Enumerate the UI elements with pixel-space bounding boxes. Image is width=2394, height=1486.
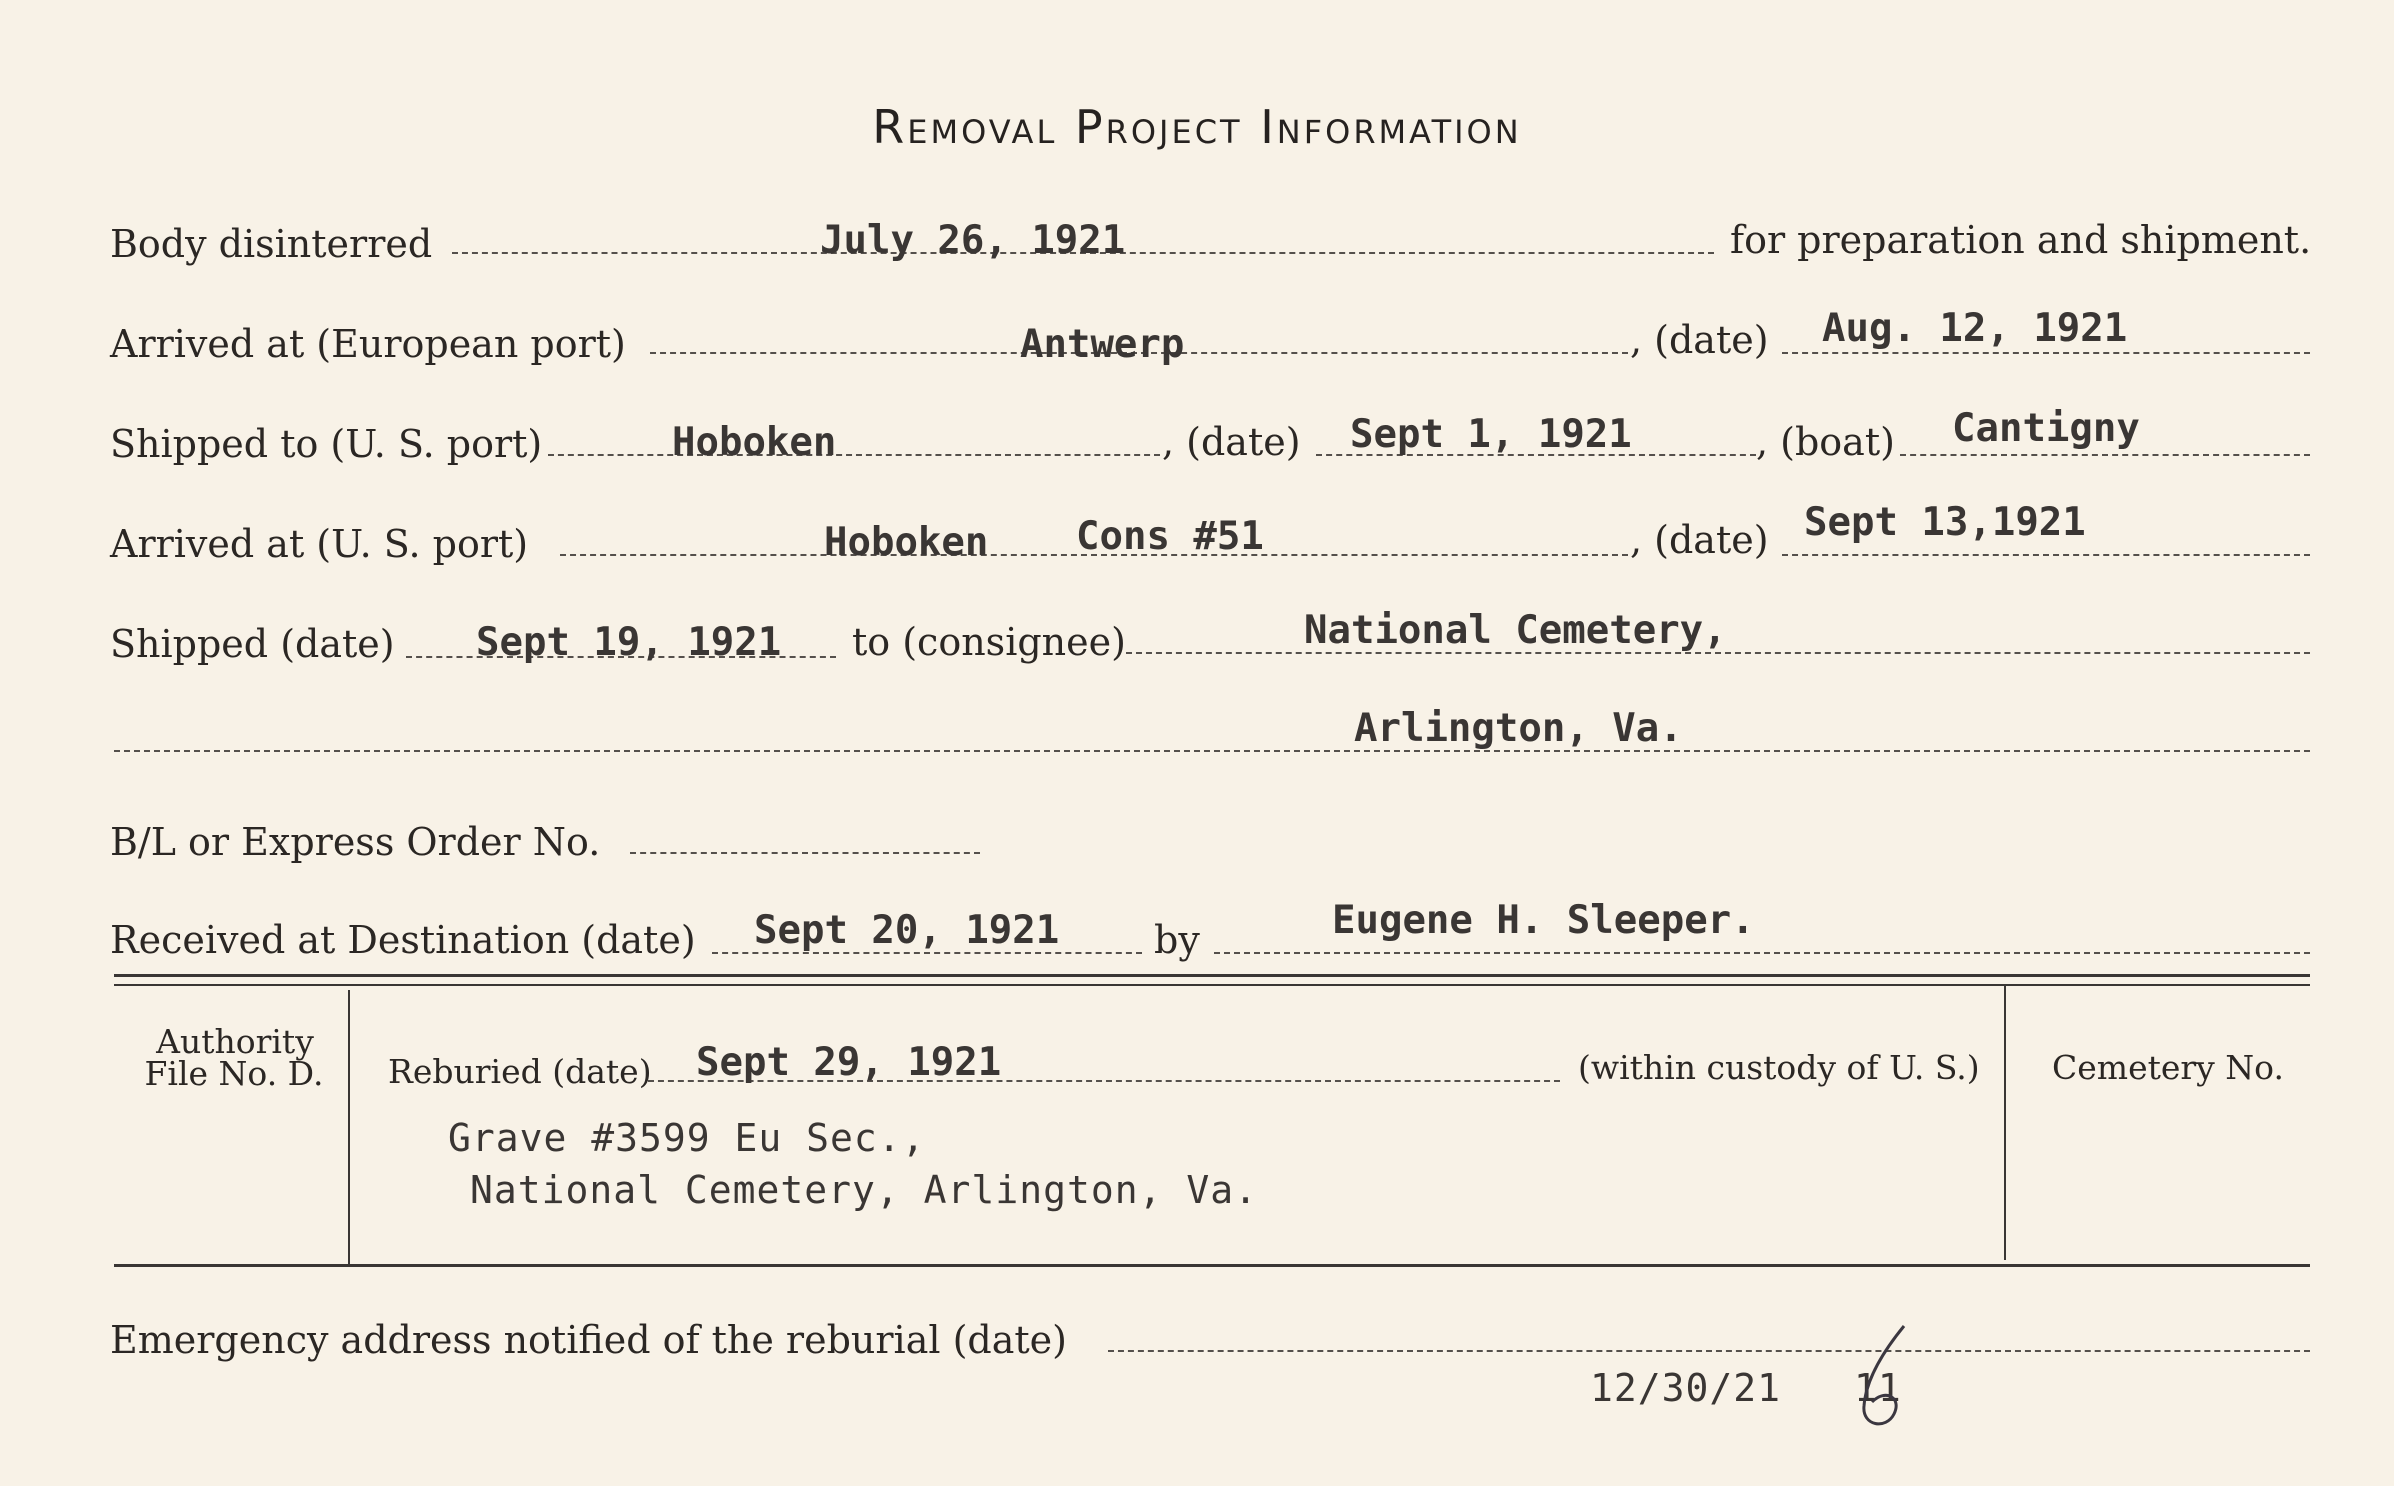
authority-label-1: Authority: [156, 1022, 314, 1061]
consignee-line1: National Cemetery,: [1304, 608, 1727, 653]
arrived-us-label: Arrived at (U. S. port): [110, 522, 529, 566]
arrived-us-date-label: , (date): [1630, 518, 1769, 562]
boat-label: , (boat): [1756, 420, 1895, 464]
cemetery-no-label: Cemetery No.: [2052, 1048, 2284, 1087]
arrived-eu-label: Arrived at (European port): [110, 322, 626, 366]
disinterred-date: July 26, 1921: [820, 218, 1126, 263]
arrived-us-cons: Cons #51: [1076, 514, 1264, 559]
emergency-initials: 11: [1854, 1366, 1902, 1410]
page-title: Removal Project Information: [872, 100, 1522, 154]
box-top-rule: [114, 974, 2310, 977]
disinterred-suffix: for preparation and shipment.: [1730, 218, 2312, 262]
arrived-eu-date: Aug. 12, 1921: [1822, 306, 2128, 351]
arrived-eu-date-label: , (date): [1630, 318, 1769, 362]
arrived-eu-date-line: [1782, 352, 2310, 354]
reburied-date: Sept 29, 1921: [696, 1040, 1002, 1085]
box-divider-left: [348, 990, 350, 1264]
reburied-label: Reburied (date): [388, 1052, 652, 1091]
shipped-us-port: Hoboken: [672, 420, 837, 465]
emergency-line: [1108, 1350, 2310, 1352]
custody-label: (within custody of U. S.): [1578, 1048, 1980, 1087]
bl-label: B/L or Express Order No.: [110, 820, 601, 864]
received-by-label: by: [1154, 918, 1200, 962]
emergency-date: 12/30/21: [1590, 1366, 1782, 1410]
shipped-date-label: Shipped (date): [110, 622, 395, 666]
received-by: Eugene H. Sleeper.: [1332, 898, 1755, 943]
shipped-us-port-line: [548, 454, 1160, 456]
shipped-us-date: Sept 1, 1921: [1350, 412, 1632, 457]
shipped-us-date-label: , (date): [1162, 420, 1301, 464]
grave-line-2: National Cemetery, Arlington, Va.: [470, 1168, 1258, 1212]
shipped-us-label: Shipped to (U. S. port): [110, 422, 543, 466]
arrived-us-port: Hoboken: [824, 520, 989, 565]
handwritten-mark-icon: [1846, 1318, 1926, 1438]
emergency-label: Emergency address notified of the reburial (date): [110, 1318, 1067, 1362]
consignee-line-2: [114, 750, 2310, 752]
received-date: Sept 20, 1921: [754, 908, 1060, 953]
arrived-eu-port: Antwerp: [1020, 322, 1185, 367]
boat-name: Cantigny: [1952, 406, 2140, 451]
box-bottom-rule: [114, 1264, 2310, 1267]
received-label: Received at Destination (date): [110, 918, 696, 962]
received-by-line: [1214, 952, 2310, 954]
box-top-rule-2: [114, 984, 2310, 986]
consignee-label: to (consignee): [852, 620, 1126, 664]
consignee-line2: Arlington, Va.: [1354, 706, 1683, 751]
disinterred-label: Body disinterred: [110, 222, 433, 266]
boat-line: [1900, 454, 2310, 456]
bl-line: [630, 852, 980, 854]
box-divider-right: [2004, 986, 2006, 1260]
arrived-us-date-line: [1782, 554, 2310, 556]
shipped-date: Sept 19, 1921: [476, 620, 782, 665]
grave-line-1: Grave #3599 Eu Sec.,: [448, 1116, 926, 1160]
authority-label-2: File No. D.: [144, 1054, 324, 1093]
arrived-us-date: Sept 13,1921: [1804, 500, 2086, 545]
